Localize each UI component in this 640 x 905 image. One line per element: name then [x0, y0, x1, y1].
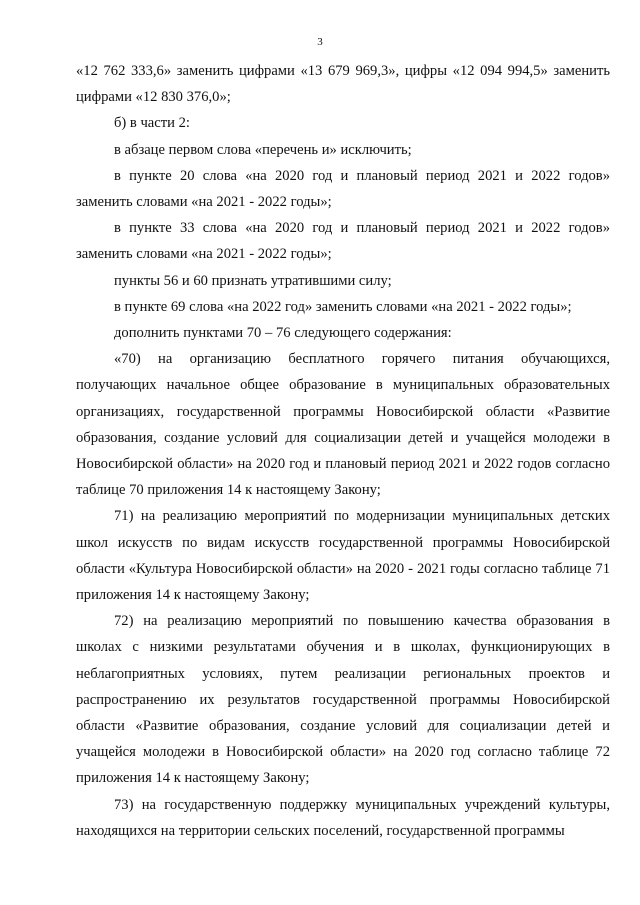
paragraph-add-items: дополнить пунктами 70 – 76 следующего содержания: — [114, 325, 452, 342]
paragraph-item-70: «70) на организацию бесплатного горячего питания обучающихся, получающих начальное общее образование в муниципальных образовательных организациях, государственной программы Новосибирской области «Развитие образования, создание условий для социализации детей и учащейся молодежи в Новосибирской области» на 2020 год и плановый период 2021 и 2022 годов согласно таблице 70 приложения 14 к настоящему Закону; — [76, 351, 610, 499]
paragraph-item-72: 72) на реализацию мероприятий по повышению качества образования в школах с низкими результатами обучения и в школах, функционирующих в неблагоприятных условиях, путем реализации региональных проектов и распространению их результатов государственной программы Новосибирской области «Развитие образования, создание условий для социализации детей и учащейся молодежи в Новосибирской области» на 2020 год согласно таблице 72 приложения 14 к настоящему Закону; — [76, 613, 610, 787]
paragraph-item-33: в пункте 33 слова «на 2020 год и плановый период 2021 и 2022 годов» заменить словами «на 2021 - 2022 годы»; — [76, 220, 610, 263]
paragraph-item-71: 71) на реализацию мероприятий по модернизации муниципальных детских школ искусств по видам искусств государственной программы Новосибирской области «Культура Новосибирской области» на 2020 - 2021 годы согласно таблице 71 приложения 14 к настоящему Закону; — [76, 508, 610, 604]
paragraph-digits-replacement: «12 762 333,6» заменить цифрами «13 679 969,3», цифры «12 094 994,5» заменить цифрами «12 830 376,0»; — [76, 63, 610, 106]
paragraph-part-2-heading: б) в части 2: — [114, 115, 190, 132]
paragraph-item-73: 73) на государственную поддержку муниципальных учреждений культуры, находящихся на территории сельских поселений, государственной программы — [76, 796, 610, 839]
page-number: 3 — [317, 36, 323, 48]
paragraph-item-69: в пункте 69 слова «на 2022 год» заменить словами «на 2021 - 2022 годы»; — [114, 298, 572, 315]
paragraph-items-56-60: пункты 56 и 60 признать утратившими силу; — [114, 272, 392, 289]
paragraph-item-20: в пункте 20 слова «на 2020 год и плановый период 2021 и 2022 годов» заменить словами «на 2021 - 2022 годы»; — [76, 167, 610, 211]
paragraph-first-subparagraph: в абзаце первом слова «перечень и» исключить; — [114, 141, 412, 158]
document-body — [76, 58, 610, 844]
